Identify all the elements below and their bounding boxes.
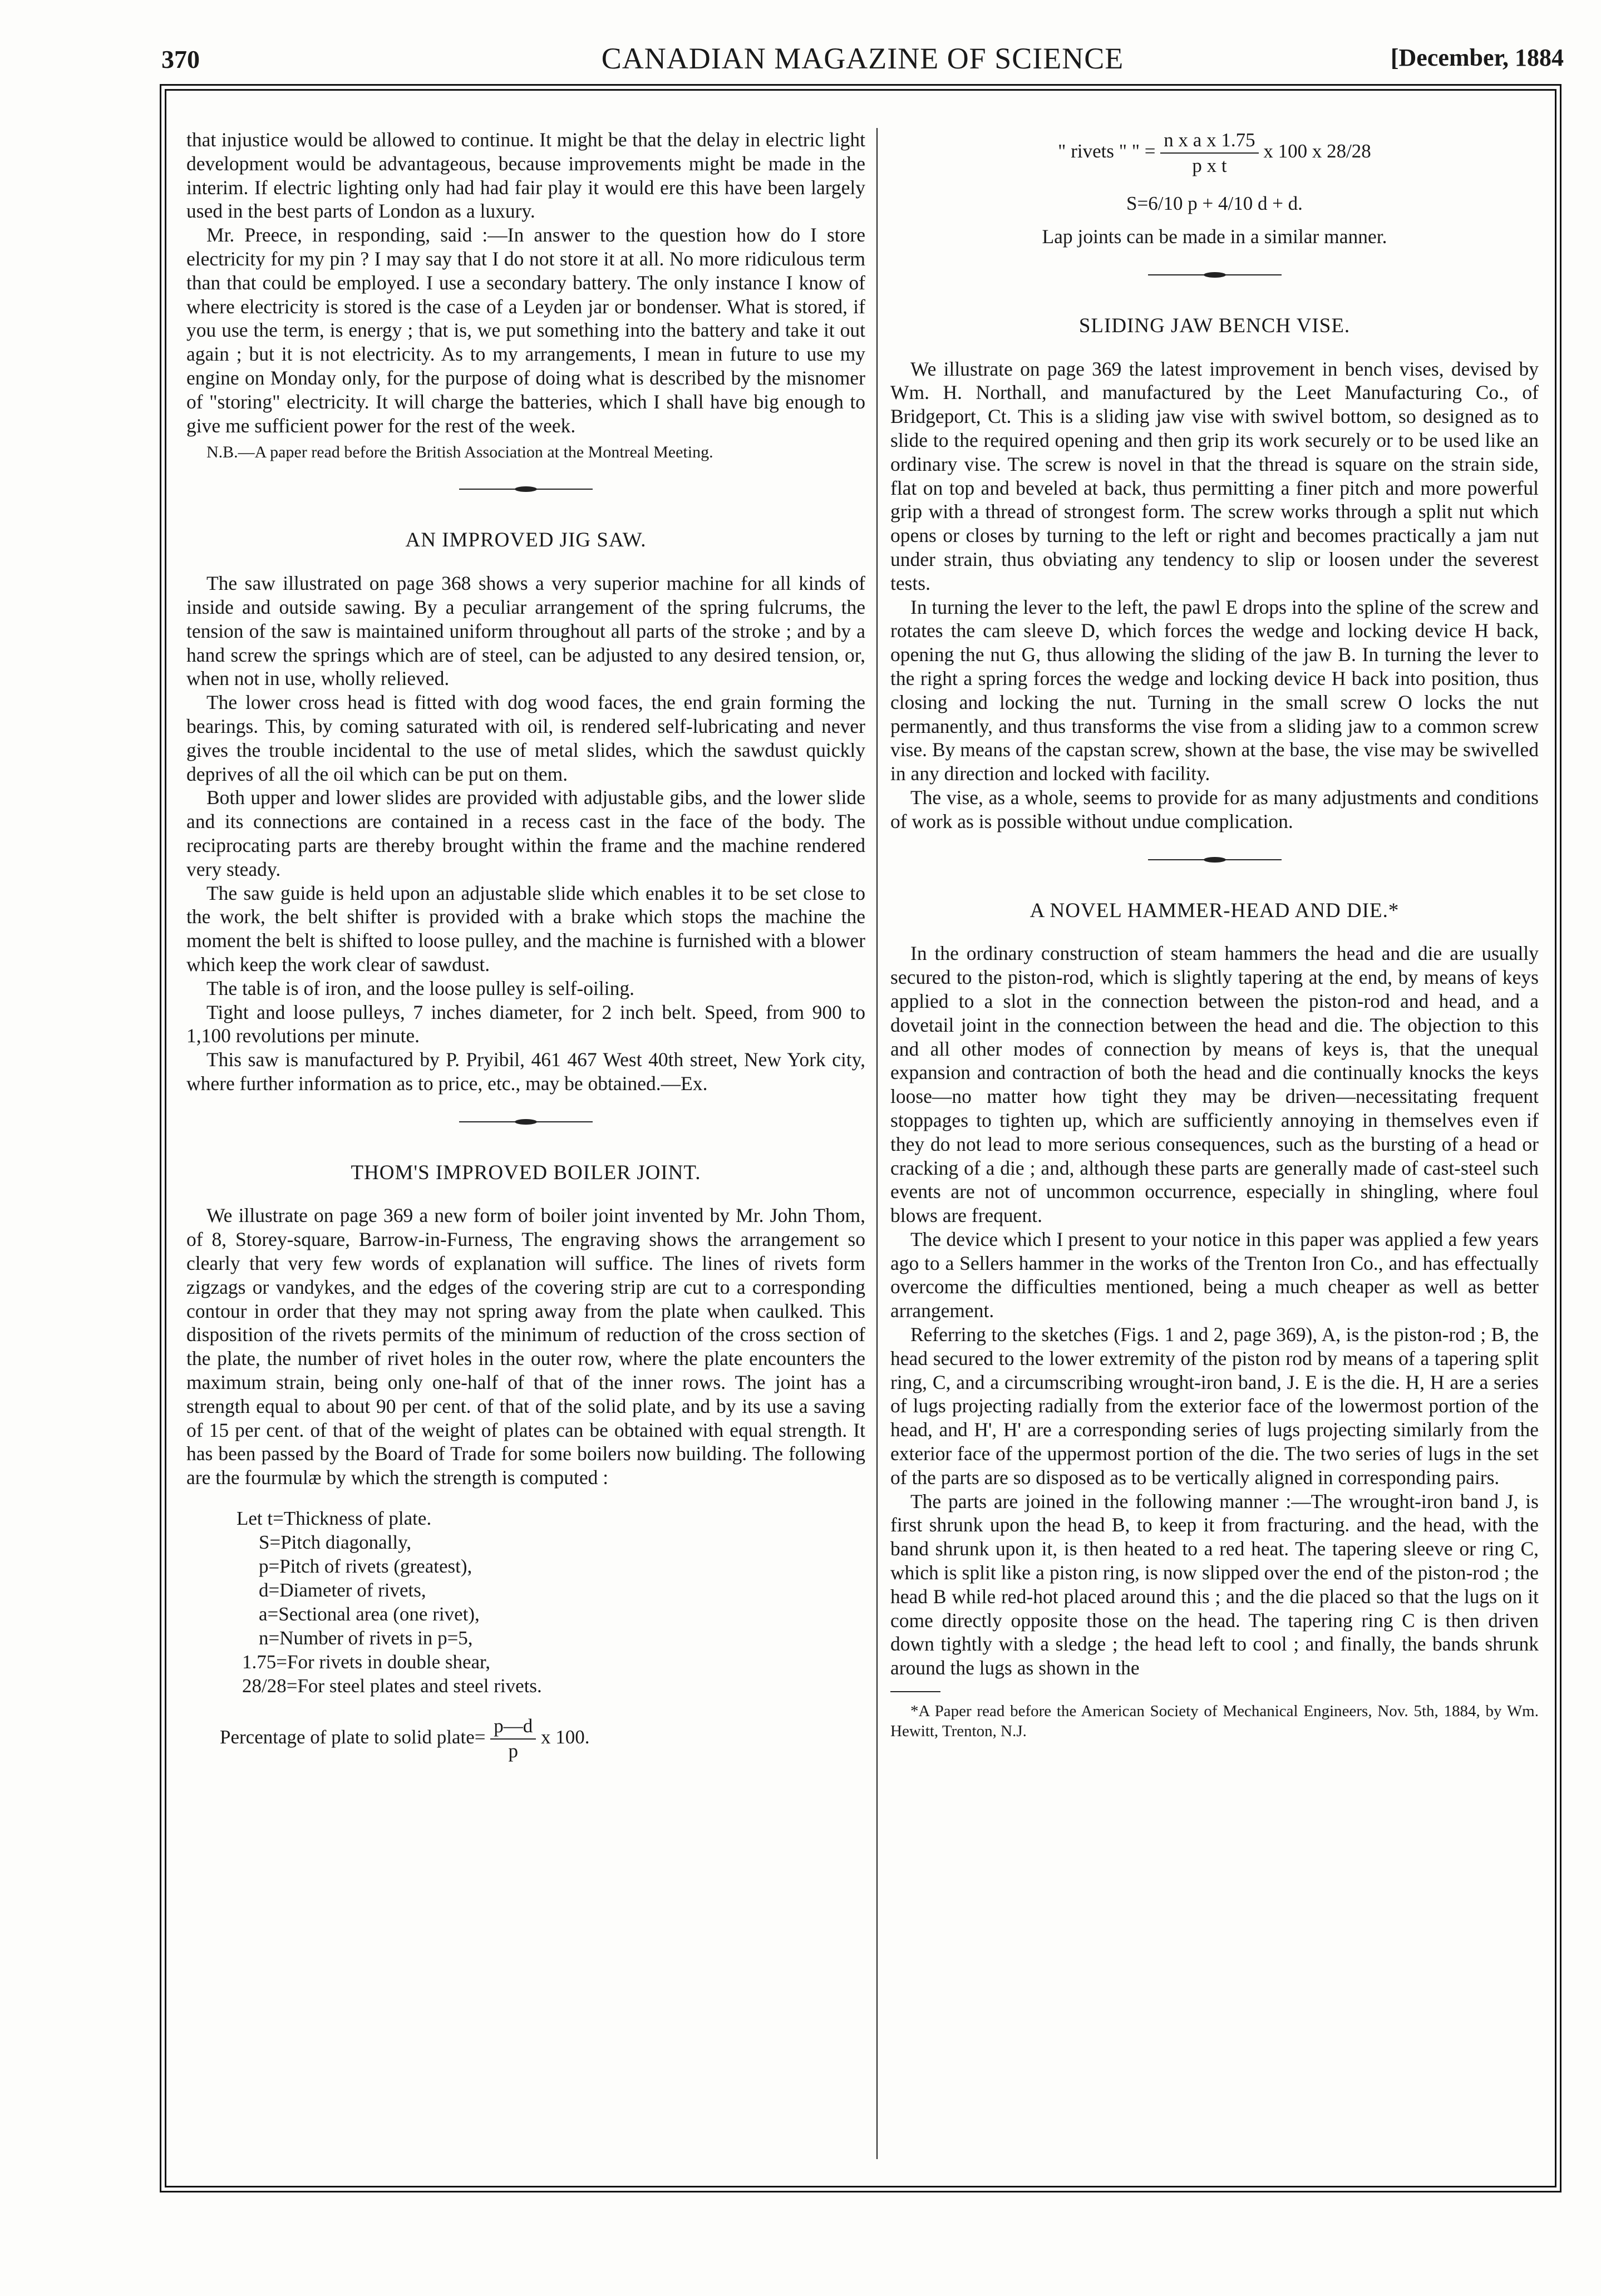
legend-line: 1.75=For rivets in double shear, xyxy=(242,1651,491,1673)
legend-line: Let t=Thickness of plate. xyxy=(237,1507,432,1530)
section-heading: THOM'S IMPROVED BOILER JOINT. xyxy=(351,1161,701,1184)
footnote: *A Paper read before the American Society of Mechanical Engineers, Nov. 5th, 1884, by Wm. Hewitt, Trenton, N.J. xyxy=(890,1702,1539,1741)
paragraph: that injustice would be allowed to continue. It might be that the delay in electric light development would be advantageous, because improvements might be made in the interim. If electric lighting only had had fair play it would ere this have been largely used in the best parts of London as a luxury. xyxy=(186,129,865,223)
legend-line: 28/28=For steel plates and steel rivets. xyxy=(242,1675,542,1697)
paragraph: We illustrate on page 369 the latest improvement in bench vises, devised by Wm. H. Northall, and manufactured by the Leet Manufacturing Co., of Bridgeport, Ct. This is a sliding jaw vise with swivel bottom, so designed as to slide to the required opening and then grip its work securely or to be used like an ordinary vise. The screw is novel in that the thread is square on the strain side, flat on top and beveled at back, thus permitting a finer pitch and more powerful grip with a thread of strongest form. The screw works through a split nut which opens or closes by turning to the left or right and becomes practically a jam nut under strain, thus obviating any tendency to slip or loosen under the severest tests. xyxy=(890,357,1539,594)
section-ornament xyxy=(459,484,593,494)
legend-line: p=Pitch of rivets (greatest), xyxy=(259,1555,472,1578)
paragraph: The lower cross head is fitted with dog wood faces, the end grain forming the bearings. This, by coming saturated with oil, is rendered self-lubricating and never gives the trouble incidental to the use of metal slides, which the sawdust quickly deprives of all the oil which can be put on them. xyxy=(186,691,865,785)
rivet-formula xyxy=(890,128,1539,178)
section-ornament xyxy=(459,1117,593,1127)
percentage-formula xyxy=(220,1714,865,1763)
s-formula: S=6/10 p + 4/10 d + d. xyxy=(1126,193,1303,214)
paragraph: We illustrate on page 369 a new form of boiler joint invented by Mr. John Thom, of 8, Storey-square, Barrow-in-Furness, The engraving shows the arrangement so clearly that very few words of explanation will suffice. The lines of rivets form zigzags or vandykes, and the edges of the covering strip are cut to a corresponding contour in order that they may not spring away from the plate when caulked. This disposition of the rivets permits of the minimum of reduction of the cross section of the plate, the number of rivet holes in the outer row, where the plate encounters the maximum strain, being only one-half of that of the inner rows. The joint has a strength equal to about 90 per cent. of that of the solid plate, and by its use a saving of 15 per cent. of that of the weight of plates can be obtained with equal strength. It has been passed by the Board of Trade for some boilers now building. The following are the fourmulæ by which the strength is computed : xyxy=(186,1204,865,1489)
formula-fraction xyxy=(1160,128,1258,178)
page-number: 370 xyxy=(161,45,200,73)
legend-line: S=Pitch diagonally, xyxy=(259,1531,412,1554)
formula-tail: x 100. xyxy=(541,1726,590,1748)
section-ornament xyxy=(1148,270,1282,280)
section-heading: AN IMPROVED JIG SAW. xyxy=(405,529,647,552)
formula-legend xyxy=(237,1506,865,1698)
legend-line: d=Diameter of rivets, xyxy=(259,1579,426,1602)
section-heading: SLIDING JAW BENCH VISE. xyxy=(1078,314,1351,337)
paragraph: Mr. Preece, in responding, said :—In answer to the question how do I store electricity for my pin ? I may say that I do not store it at all. No more ridiculous term than that could be employed. I use a secondary battery. The only instance I know of where electricity is stored is the case of a Leyden jar or bondenser. What is stored, if you use the term, is energy ; that is, we put something into the battery and take it out again ; but it is not electricity. As to my arrangements, I mean in future to use my engine on Monday only, for the purpose of doing what is described by the misnomer of "storing" electricity. It will charge the batteries, which I shall have big enough to give me sufficient power for the rest of the week. xyxy=(186,224,865,437)
running-head xyxy=(161,33,1564,83)
paragraph: The saw guide is held upon an adjustable slide which enables it to be set close to the work, the belt shifter is provided with a brake which stops the machine the moment the belt is shifted to loose pulley, and the machine is furnished with a blower which keep the work clear of sawdust. xyxy=(186,881,865,975)
note: N.B.—A paper read before the British Association at the Montreal Meeting. xyxy=(206,443,713,462)
paragraph: In turning the lever to the left, the pawl E drops into the spline of the screw and rotates the cam sleeve D, which forces the wedge and locking device H back, opening the nut G, thus allowing the sliding of the jaw B. In turning the lever to the right a spring forces the wedge and locking device H back into position, thus closing and locking the nut. Turning in the small screw O locks the nut permanently, and thus transforms the vise from a sliding jaw to a common screw vise. By means of the capstan screw, shown at the base, the vise may be swivelled in any direction and locked with facility. xyxy=(890,595,1539,785)
formula-numerator: n x a x 1.75 xyxy=(1160,128,1258,154)
formula-denominator: p x t xyxy=(1192,155,1227,176)
formula-label: Percentage of plate to solid plate= xyxy=(220,1726,486,1748)
issue-date: [December, 1884 xyxy=(1390,44,1564,71)
formula-label: " rivets " " = xyxy=(1058,140,1156,162)
magazine-title: CANADIAN MAGAZINE OF SCIENCE xyxy=(601,42,1124,75)
paragraph: Tight and loose pulleys, 7 inches diameter, for 2 inch belt. Speed, from 900 to 1,100 revolutions per minute. xyxy=(186,1001,865,1047)
footnote-rule xyxy=(890,1691,940,1692)
section-ornament xyxy=(1148,855,1282,865)
paragraph: The vise, as a whole, seems to provide for as many adjustments and conditions of work as is possible without undue complication. xyxy=(890,786,1539,832)
paragraph: The device which I present to your notice in this paper was applied a few years ago to a Sellers hammer in the works of the Trenton Iron Co., and has effectually overcome the difficulties mentioned, being a much cheaper as well as better arrangement. xyxy=(890,1228,1539,1322)
paragraph: In the ordinary construction of steam hammers the head and die are usually secured to the piston-rod, which is slightly tapering at the end, by means of keys applied to a slot in the connection between the piston-rod and head, and a dovetail joint in the connection between the head and die. The objection to this and all other modes of connection by means of keys is, that the unequal expansion and contraction of both the head and die continually knocks the keys loose—no matter how tight they may be driven—necessitating frequent stoppages to tighten up, which are sufficiently annoying in themselves even if they do not lead to more serious consequences, such as the bursting of a head or cracking of a die ; and, although these parts are generally made of cast-steel such events are not of uncommon occurrence, especially in shingling, where foul blows are frequent. xyxy=(890,942,1539,1227)
paragraph: This saw is manufactured by P. Pryibil, 461 467 West 40th street, New York city, where further information as to price, etc., may be obtained.—Ex. xyxy=(186,1048,865,1095)
formula-tail: x 100 x 28/28 xyxy=(1263,140,1371,162)
formula-numerator: p—d xyxy=(490,1714,536,1740)
paragraph: The saw illustrated on page 368 shows a very superior machine for all kinds of inside and outside sawing. By a peculiar arrangement of the spring fulcrums, the tension of the saw is maintained uniform throughout all parts of the stroke ; and by a hand screw the springs which are of steel, can be adjusted to any desired tension, or, when not in use, wholly relieved. xyxy=(186,572,865,690)
formula-fraction xyxy=(490,1714,536,1763)
left-column xyxy=(186,128,865,1763)
paragraph: Lap joints can be made in a similar manner. xyxy=(1042,225,1387,248)
paragraph: The parts are joined in the following manner :—The wrought-iron band J, is first shrunk upon the head B, to keep it from fracturing. and the head, with the band shrunk upon it, is then heated to a red heat. The tapering sleeve or ring C, which is split like a piston ring, is now slipped over the end of the piston-rod ; the head B while red-hot placed around this ; and the die placed so that the lugs on it come directly opposite those on the head. The tapering ring C is then driven down tightly with a sledge ; the head left to cool ; and finally, the bands shrunk around the lugs as shown in the xyxy=(890,1490,1539,1679)
section-heading: A NOVEL HAMMER-HEAD AND DIE.* xyxy=(1029,899,1400,922)
right-column xyxy=(890,128,1539,1741)
legend-line: n=Number of rivets in p=5, xyxy=(259,1627,473,1649)
paragraph: Referring to the sketches (Figs. 1 and 2, page 369), A, is the piston-rod ; B, the head secured to the lower extremity of the piston rod by means of a tapering split ring, C, and a circumscribing wrought-iron band, J. E is the die. H, H are a series of lugs projecting radially from the exterior face of the lowermost portion of the head, and H', H' are a corresponding series of lugs projecting similarly from the exterior face of the uppermost portion of the die. The two series of lugs in the set of the parts are so disposed as to be vertically aligned in corresponding pairs. xyxy=(890,1323,1539,1489)
legend-line: a=Sectional area (one rivet), xyxy=(259,1603,480,1625)
paragraph: Both upper and lower slides are provided with adjustable gibs, and the lower slide and its connections are contained in a recess cast in the face of the body. The reciprocating parts are thereby brought within the frame and the machine rendered very steady. xyxy=(186,786,865,880)
column-divider xyxy=(876,128,878,2159)
formula-denominator: p xyxy=(508,1740,518,1762)
paragraph: The table is of iron, and the loose pulley is self-oiling. xyxy=(206,977,635,999)
